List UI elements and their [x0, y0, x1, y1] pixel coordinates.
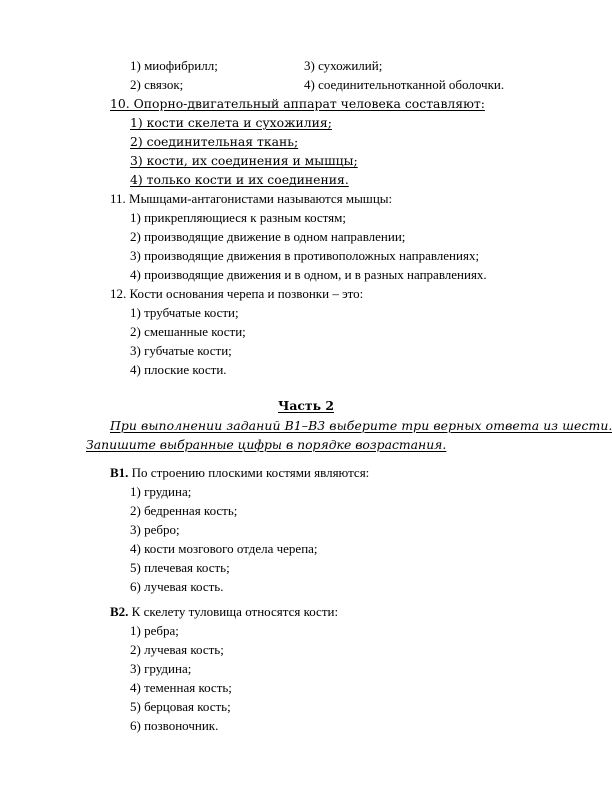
q10-question: 10. Опорно-двигательный аппарат человека составляют: — [110, 96, 485, 111]
q11-option-2: 2) производящие движение в одном направлении; — [130, 229, 406, 244]
q9-option-4: 4) соединительнотканной оболочки. — [304, 77, 505, 92]
q11-option-4: 4) производящие движения и в одном, и в разных направлениях. — [130, 267, 487, 282]
b1-option-3: 3) ребро; — [130, 522, 180, 537]
q12-option-1: 1) трубчатые кости; — [130, 305, 239, 320]
q11-question: 11. Мышцами-антагонистами называются мышцы: — [110, 191, 393, 206]
b2-option-5: 5) берцовая кость; — [130, 699, 231, 714]
b2-option-6: 6) позвоночник. — [130, 718, 219, 733]
q11-option-1: 1) прикрепляющиеся к разным костям; — [130, 210, 346, 225]
b1-label: В1. — [110, 465, 129, 480]
part2-instruction-line1: При выполнении заданий В1–В3 выберите три верных ответа из шести. — [110, 418, 612, 433]
b2-option-4: 4) теменная кость; — [130, 680, 232, 695]
b2-question — [110, 604, 338, 620]
q12-option-2: 2) смешанные кости; — [130, 324, 246, 339]
q9-option-1: 1) миофибрилл; — [130, 58, 218, 73]
b1-option-1: 1) грудина; — [130, 484, 192, 499]
b1-question — [110, 465, 369, 481]
part2-heading: Часть 2 — [278, 398, 334, 413]
q9-option-2: 2) связок; — [130, 77, 184, 92]
b2-option-2: 2) лучевая кость; — [130, 642, 224, 657]
q10-option-3: 3) кости, их соединения и мышцы; — [130, 153, 358, 168]
b1-question-text: По строению плоскими костями являются: — [128, 465, 370, 480]
part2-instruction-line2: Запишите выбранные цифры в порядке возрастания. — [86, 437, 447, 452]
q9-option-3: 3) сухожилий; — [304, 58, 383, 73]
q12-question: 12. Кости основания черепа и позвонки – это: — [110, 286, 364, 301]
q12-option-3: 3) губчатые кости; — [130, 343, 232, 358]
q10-option-4: 4) только кости и их соединения. — [130, 172, 349, 187]
b1-option-4: 4) кости мозгового отдела черепа; — [130, 541, 318, 556]
b2-option-1: 1) ребра; — [130, 623, 179, 638]
q11-option-3: 3) производящие движения в противоположных направлениях; — [130, 248, 480, 263]
q10-option-1: 1) кости скелета и сухожилия; — [130, 115, 332, 130]
b1-option-6: 6) лучевая кость. — [130, 579, 224, 594]
b2-question-text: К скелету туловища относятся кости: — [128, 604, 339, 619]
b1-option-5: 5) плечевая кость; — [130, 560, 230, 575]
b2-label: В2. — [110, 604, 129, 619]
b2-option-3: 3) грудина; — [130, 661, 192, 676]
q12-option-4: 4) плоские кости. — [130, 362, 227, 377]
b1-option-2: 2) бедренная кость; — [130, 503, 238, 518]
q10-option-2: 2) соединительная ткань; — [130, 134, 299, 149]
